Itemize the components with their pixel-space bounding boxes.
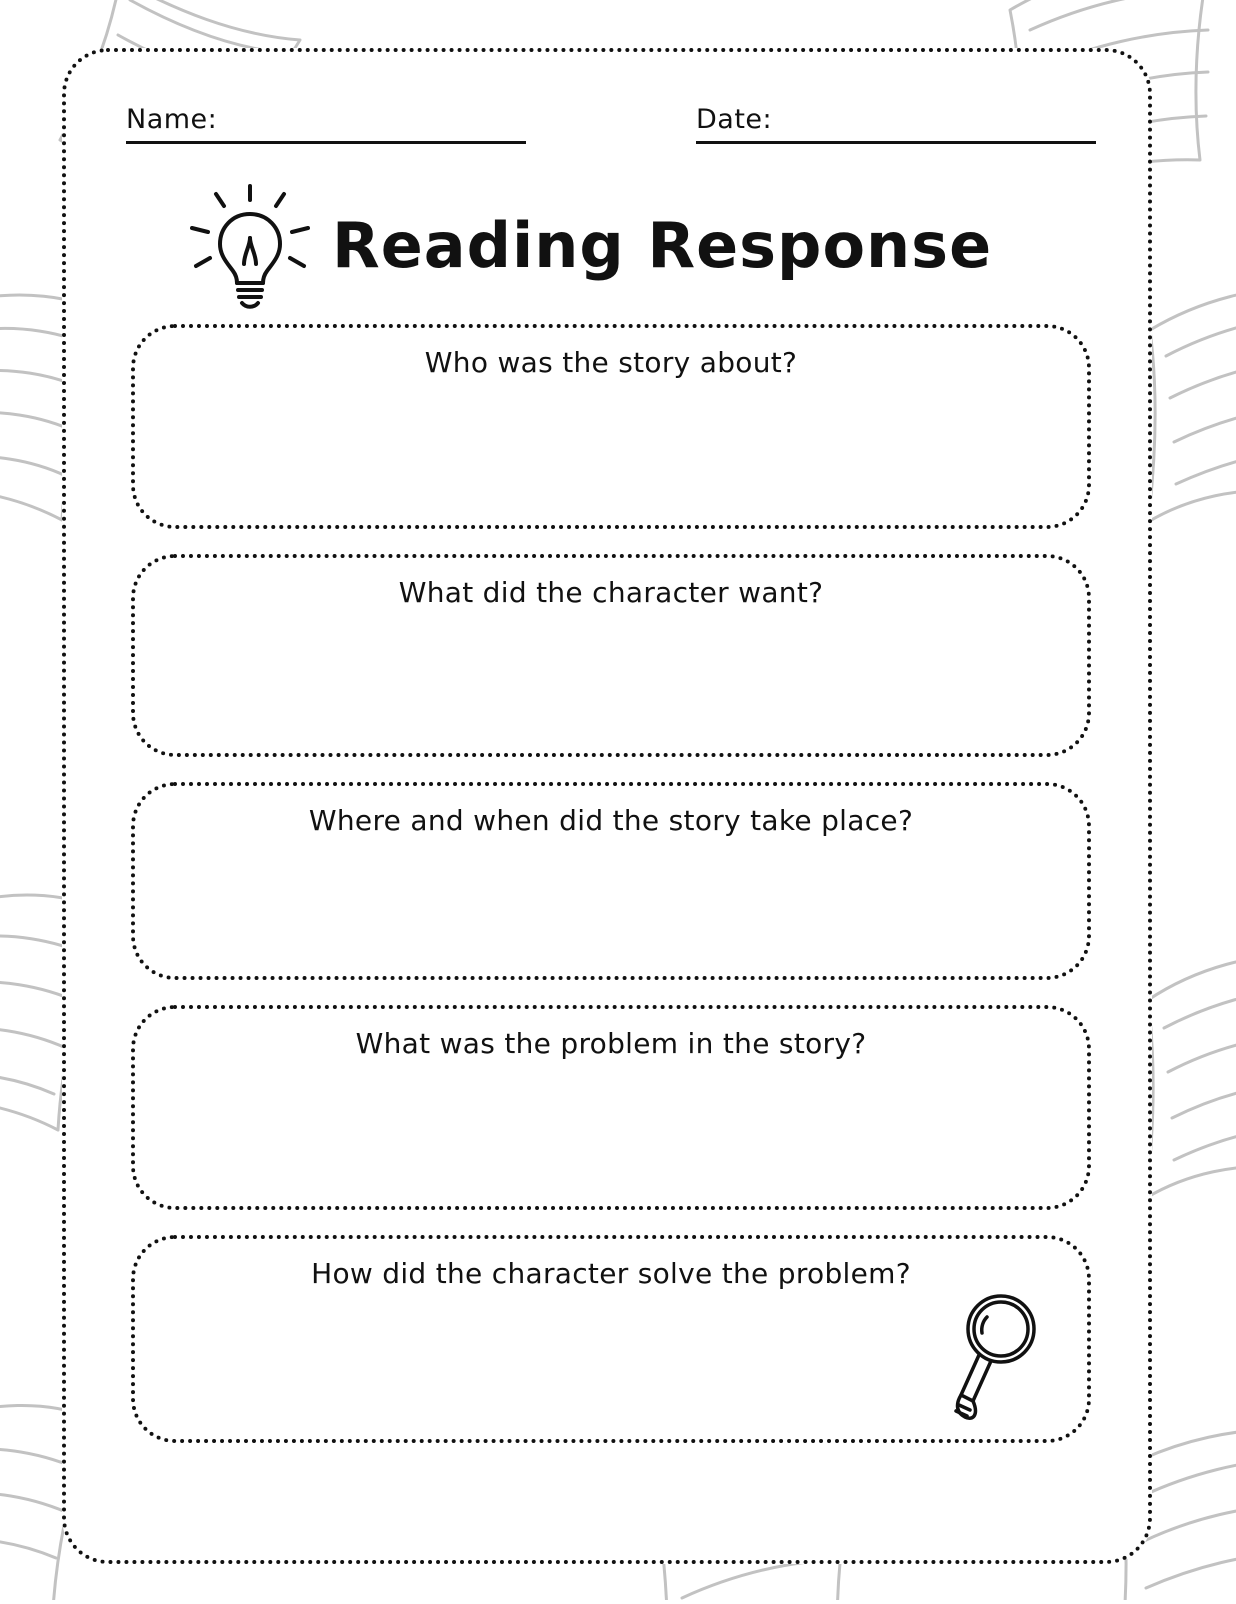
- question-list: [131, 324, 1091, 1468]
- question-box-setting[interactable]: [131, 782, 1091, 980]
- name-label: Name:: [126, 104, 218, 135]
- question-box-want[interactable]: [131, 554, 1091, 757]
- date-field[interactable]: [696, 104, 1096, 144]
- question-box-problem[interactable]: [131, 1005, 1091, 1210]
- lightbulb-icon: [184, 180, 314, 310]
- date-label: Date:: [696, 104, 773, 135]
- magnifying-glass-icon: [939, 1287, 1059, 1427]
- student-info-row: [126, 104, 1096, 144]
- question-prompt: What was the problem in the story?: [355, 1027, 867, 1060]
- question-prompt: What did the character want?: [398, 576, 824, 609]
- question-prompt: Who was the story about?: [424, 346, 798, 379]
- page-title: Reading Response: [332, 208, 993, 282]
- name-field[interactable]: [126, 104, 526, 144]
- question-prompt: How did the character solve the problem?: [311, 1257, 911, 1290]
- worksheet-card: [62, 48, 1152, 1564]
- question-box-solution[interactable]: [131, 1235, 1091, 1443]
- question-prompt: Where and when did the story take place?: [308, 804, 914, 837]
- question-box-who[interactable]: [131, 324, 1091, 529]
- page-title-row: [184, 180, 992, 310]
